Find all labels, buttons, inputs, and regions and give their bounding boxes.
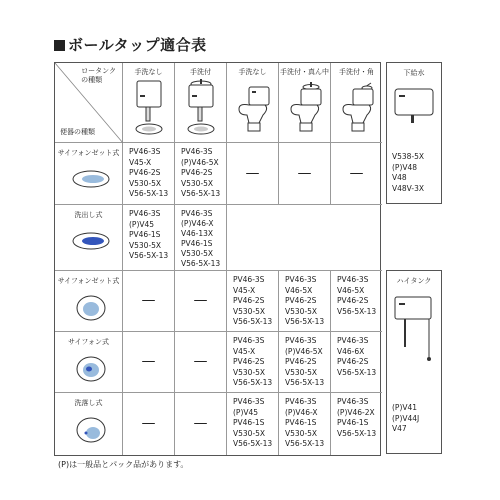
tank-type-label: ロータンク の種類 [81,67,116,84]
bullet-square-icon [54,40,65,51]
cell-r1-c2: PV46-3S (P)V46-5X PV46-2S V530-5X V56-5X-13 [175,143,227,205]
low-tank-squat-icon [131,79,167,137]
col-header-4: 手洗付・真ん中 [279,63,331,143]
cell-r4-c1: — [123,332,175,393]
cell-r5-c5: PV46-3S (P)V46-2X PV46-1S V56-5X-13 [337,397,377,438]
col-header-5: 手洗付・角 [331,63,382,143]
cell-r4-c5: PV46-3S V46-6X PV46-2S V56-5X-13 [331,332,382,393]
cell-r3-c4: PV46-3S V46-5X PV46-2S V530-5X V56-5X-13 [279,271,331,332]
siphon-bowl-icon [71,352,111,386]
cell-r1-c5: — [331,143,382,205]
bottom-feed-tank-icon [393,83,437,123]
low-tank-western-corner-wash-icon [339,79,375,137]
cell-r4-c3: PV46-3S V45-X PV46-2S V530-5X V56-5X-13 [227,332,279,393]
cell-r4-c4: PV46-3S (P)V46-5X PV46-2S V530-5X V56-5X-13 [279,332,331,393]
row-label-washout-squat: 洗出し式 [55,205,123,271]
cell-r4-c2: — [175,332,227,393]
cell-r3-c1: — [123,271,175,332]
cell-r3-c5: PV46-3S V46-5X PV46-2S V56-5X-13 [331,271,382,332]
page-title: ボールタップ適合表 [54,34,207,55]
cell-r2-c2: PV46-3S (P)V46-X V46-13X PV46-1S V530-5X V56-5X-13 [175,205,227,271]
row-label-washdown-western: 洗落し式 [55,393,123,455]
cell-r3-c2: — [175,271,227,332]
cell-r5-c1: — [123,393,175,455]
cell-r1-c3: — [227,143,279,205]
cell-r1-c4: — [279,143,331,205]
row-label-siphon-jet-western: サイフォンゼット式 [55,271,123,332]
high-tank-icon [391,287,439,367]
washout-bowl-icon [71,225,111,255]
siphon-jet-bowl-icon [71,291,111,325]
low-tank-western-icon [235,79,271,137]
row-label-siphon-western: サイフォン式 [55,332,123,393]
squat-bowl-icon [71,163,111,193]
row-label-siphon-jet-squat: サイフォンゼット式 [55,143,123,205]
cell-r2-empty [227,205,382,271]
low-tank-squat-handwash-icon [183,79,219,137]
cell-r1-c1: PV46-3S V45-X PV46-2S V530-5X V56-5X-13 [123,143,175,205]
col-header-1: 手洗なし [123,63,175,143]
corner-header [55,63,123,143]
cell-r3-c3: PV46-3S V45-X PV46-2S V530-5X V56-5X-13 [227,271,279,332]
cell-r5-c3: PV46-3S (P)V45 PV46-1S V530-5X V56-5X-13 [227,393,279,455]
high-tank-box: ハイタンク (P)V41 (P)V44J V47 [386,270,442,454]
col-header-3: 手洗なし [227,63,279,143]
col-header-2: 手洗付 [175,63,227,143]
bottom-feed-box: 下給水 V538-5X (P)V48 V48 V48V-3X [386,62,442,204]
cell-r2-c1: PV46-3S (P)V45 PV46-1S V530-5X V56-5X-13 [123,205,175,271]
footnote: (P)は一般品とパック品があります。 [58,460,189,469]
low-tank-western-center-wash-icon [287,79,323,137]
cell-r5-c2: — [175,393,227,455]
washdown-bowl-icon [71,413,111,447]
compatibility-table [54,62,381,456]
cell-r5-c4: PV46-3S (P)V46-X PV46-1S V530-5X V56-5X-13 [279,393,331,455]
bowl-type-label: 便器の種類 [60,128,95,137]
